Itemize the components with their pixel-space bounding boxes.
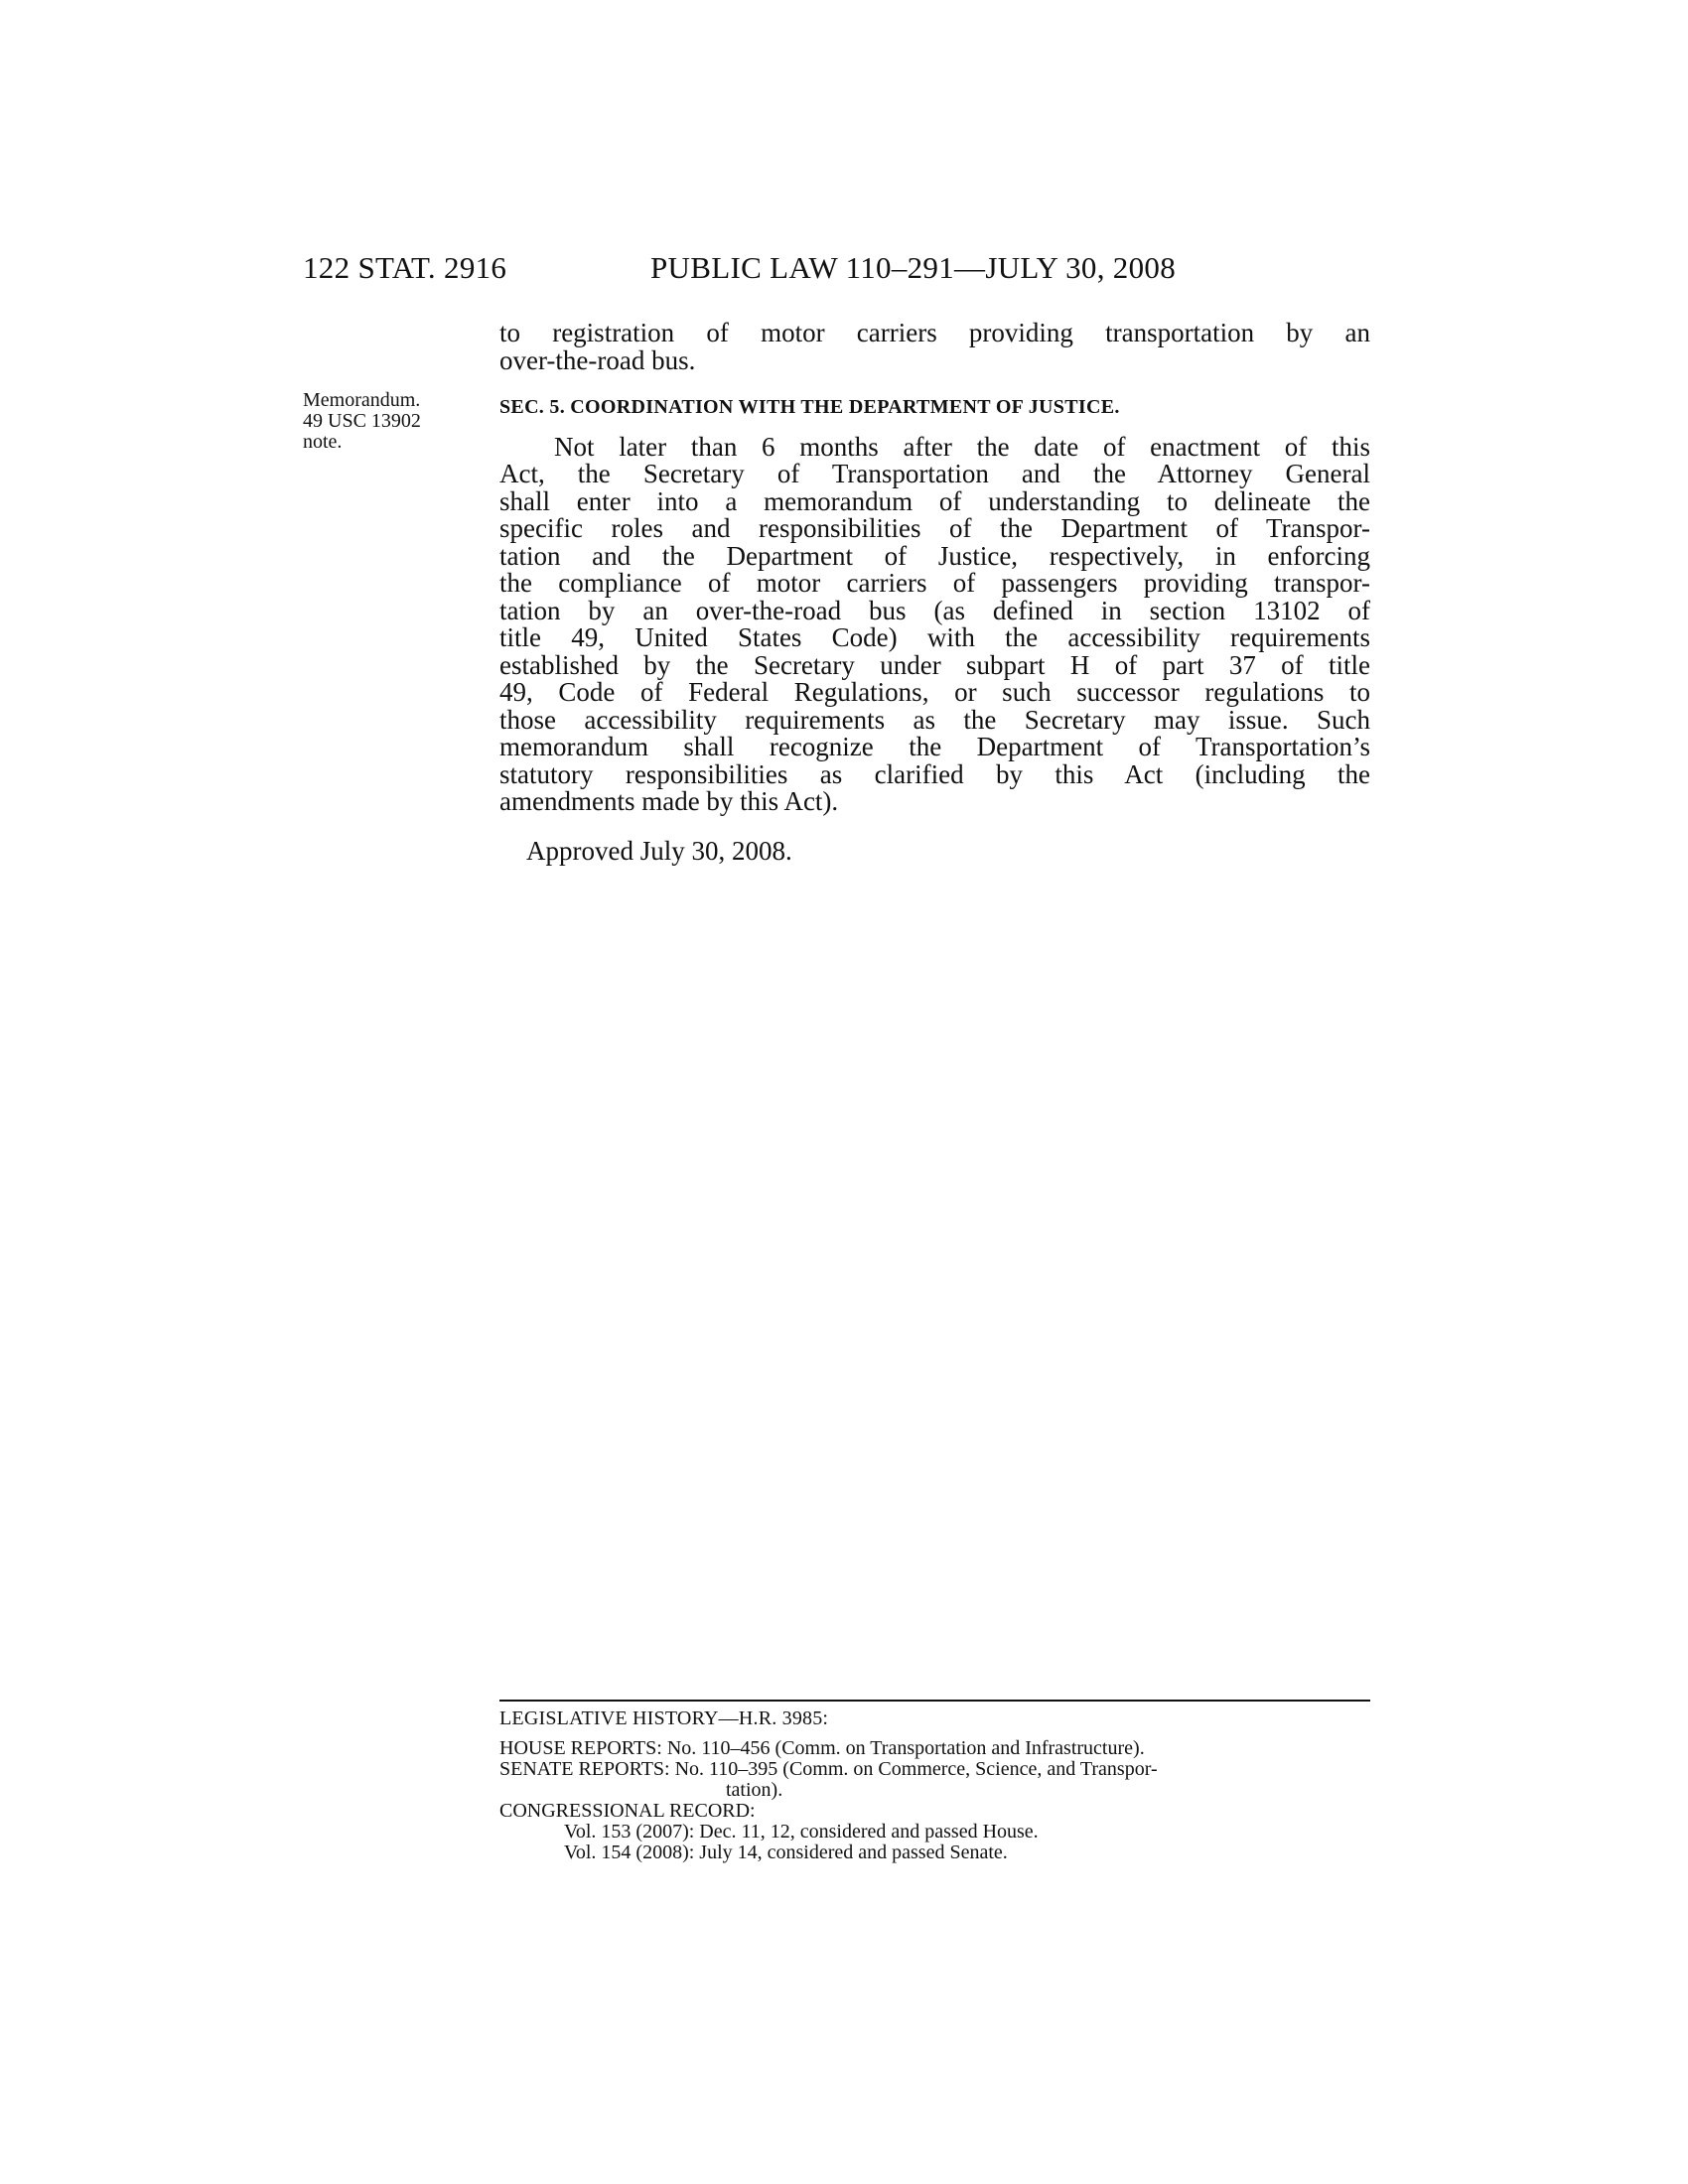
text-line: the compliance of motor carriers of passengers providing transpor- <box>499 568 1370 598</box>
margin-notes <box>303 390 462 453</box>
text-line: amendments made by this Act). <box>499 786 839 816</box>
text-line: established by the Secretary under subpart H of part 37 of title <box>499 649 1370 680</box>
record-volume-153: Vol. 153 (2007): Dec. 11, 12, considered and passed House. <box>564 1821 1039 1843</box>
margin-note: note. <box>303 431 343 453</box>
text-line: title 49, United States Code) with the accessibility requirements <box>499 622 1370 652</box>
text-line: Act, the Secretary of Transportation and the Attorney General <box>499 459 1370 488</box>
section-heading: SEC. 5. COORDINATION WITH THE DEPARTMENT OF JUSTICE. <box>499 396 1120 418</box>
text-line: tation by an over-the-road bus (as defined in section 13102 of <box>499 595 1370 625</box>
margin-note: Memorandum. <box>303 389 421 411</box>
page-header <box>303 250 1370 290</box>
footnote-divider <box>499 1700 1370 1702</box>
section-body <box>499 431 1370 816</box>
statute-page-number: 122 STAT. 2916 <box>303 250 507 285</box>
public-law-title: PUBLIC LAW 110–291—JULY 30, 2008 <box>650 250 1177 285</box>
record-volume-154: Vol. 154 (2008): July 14, considered and passed Senate. <box>564 1842 1008 1863</box>
congressional-record: CONGRESSIONAL RECORD: <box>499 1800 756 1822</box>
house-reports: HOUSE REPORTS: No. 110–456 (Comm. on Transportation and Infrastructure). <box>499 1737 1145 1759</box>
legislative-history <box>499 1700 1370 1863</box>
main-text <box>499 320 1370 816</box>
text-line: Not later than 6 months after the date of enactment of this <box>554 431 1370 462</box>
text-line: over-the-road bus. <box>499 344 696 375</box>
text-line: tation and the Department of Justice, respectively, in enforcing <box>499 540 1370 571</box>
text-line: shall enter into a memorandum of understanding to delineate the <box>499 485 1370 516</box>
approval-date: Approved July 30, 2008. <box>526 836 792 866</box>
text-line: to registration of motor carriers providing transportation by an <box>499 318 1370 347</box>
text-line: 49, Code of Federal Regulations, or such successor regulations to <box>499 677 1370 707</box>
margin-note: 49 USC 13902 <box>303 410 421 432</box>
text-line: memorandum shall recognize the Department of Transportation’s <box>499 732 1370 761</box>
senate-reports-continued: tation). <box>726 1779 783 1801</box>
text-line: those accessibility requirements as the Secretary may issue. Such <box>499 704 1370 735</box>
legislative-history-heading: LEGISLATIVE HISTORY—H.R. 3985: <box>499 1707 829 1729</box>
text-line: statutory responsibilities as clarified by this Act (including the <box>499 758 1370 789</box>
intro-paragraph <box>499 320 1370 374</box>
text-line: specific roles and responsibilities of the Department of Transpor- <box>499 513 1370 543</box>
senate-reports: SENATE REPORTS: No. 110–395 (Comm. on Commerce, Science, and Transpor- <box>499 1758 1158 1780</box>
